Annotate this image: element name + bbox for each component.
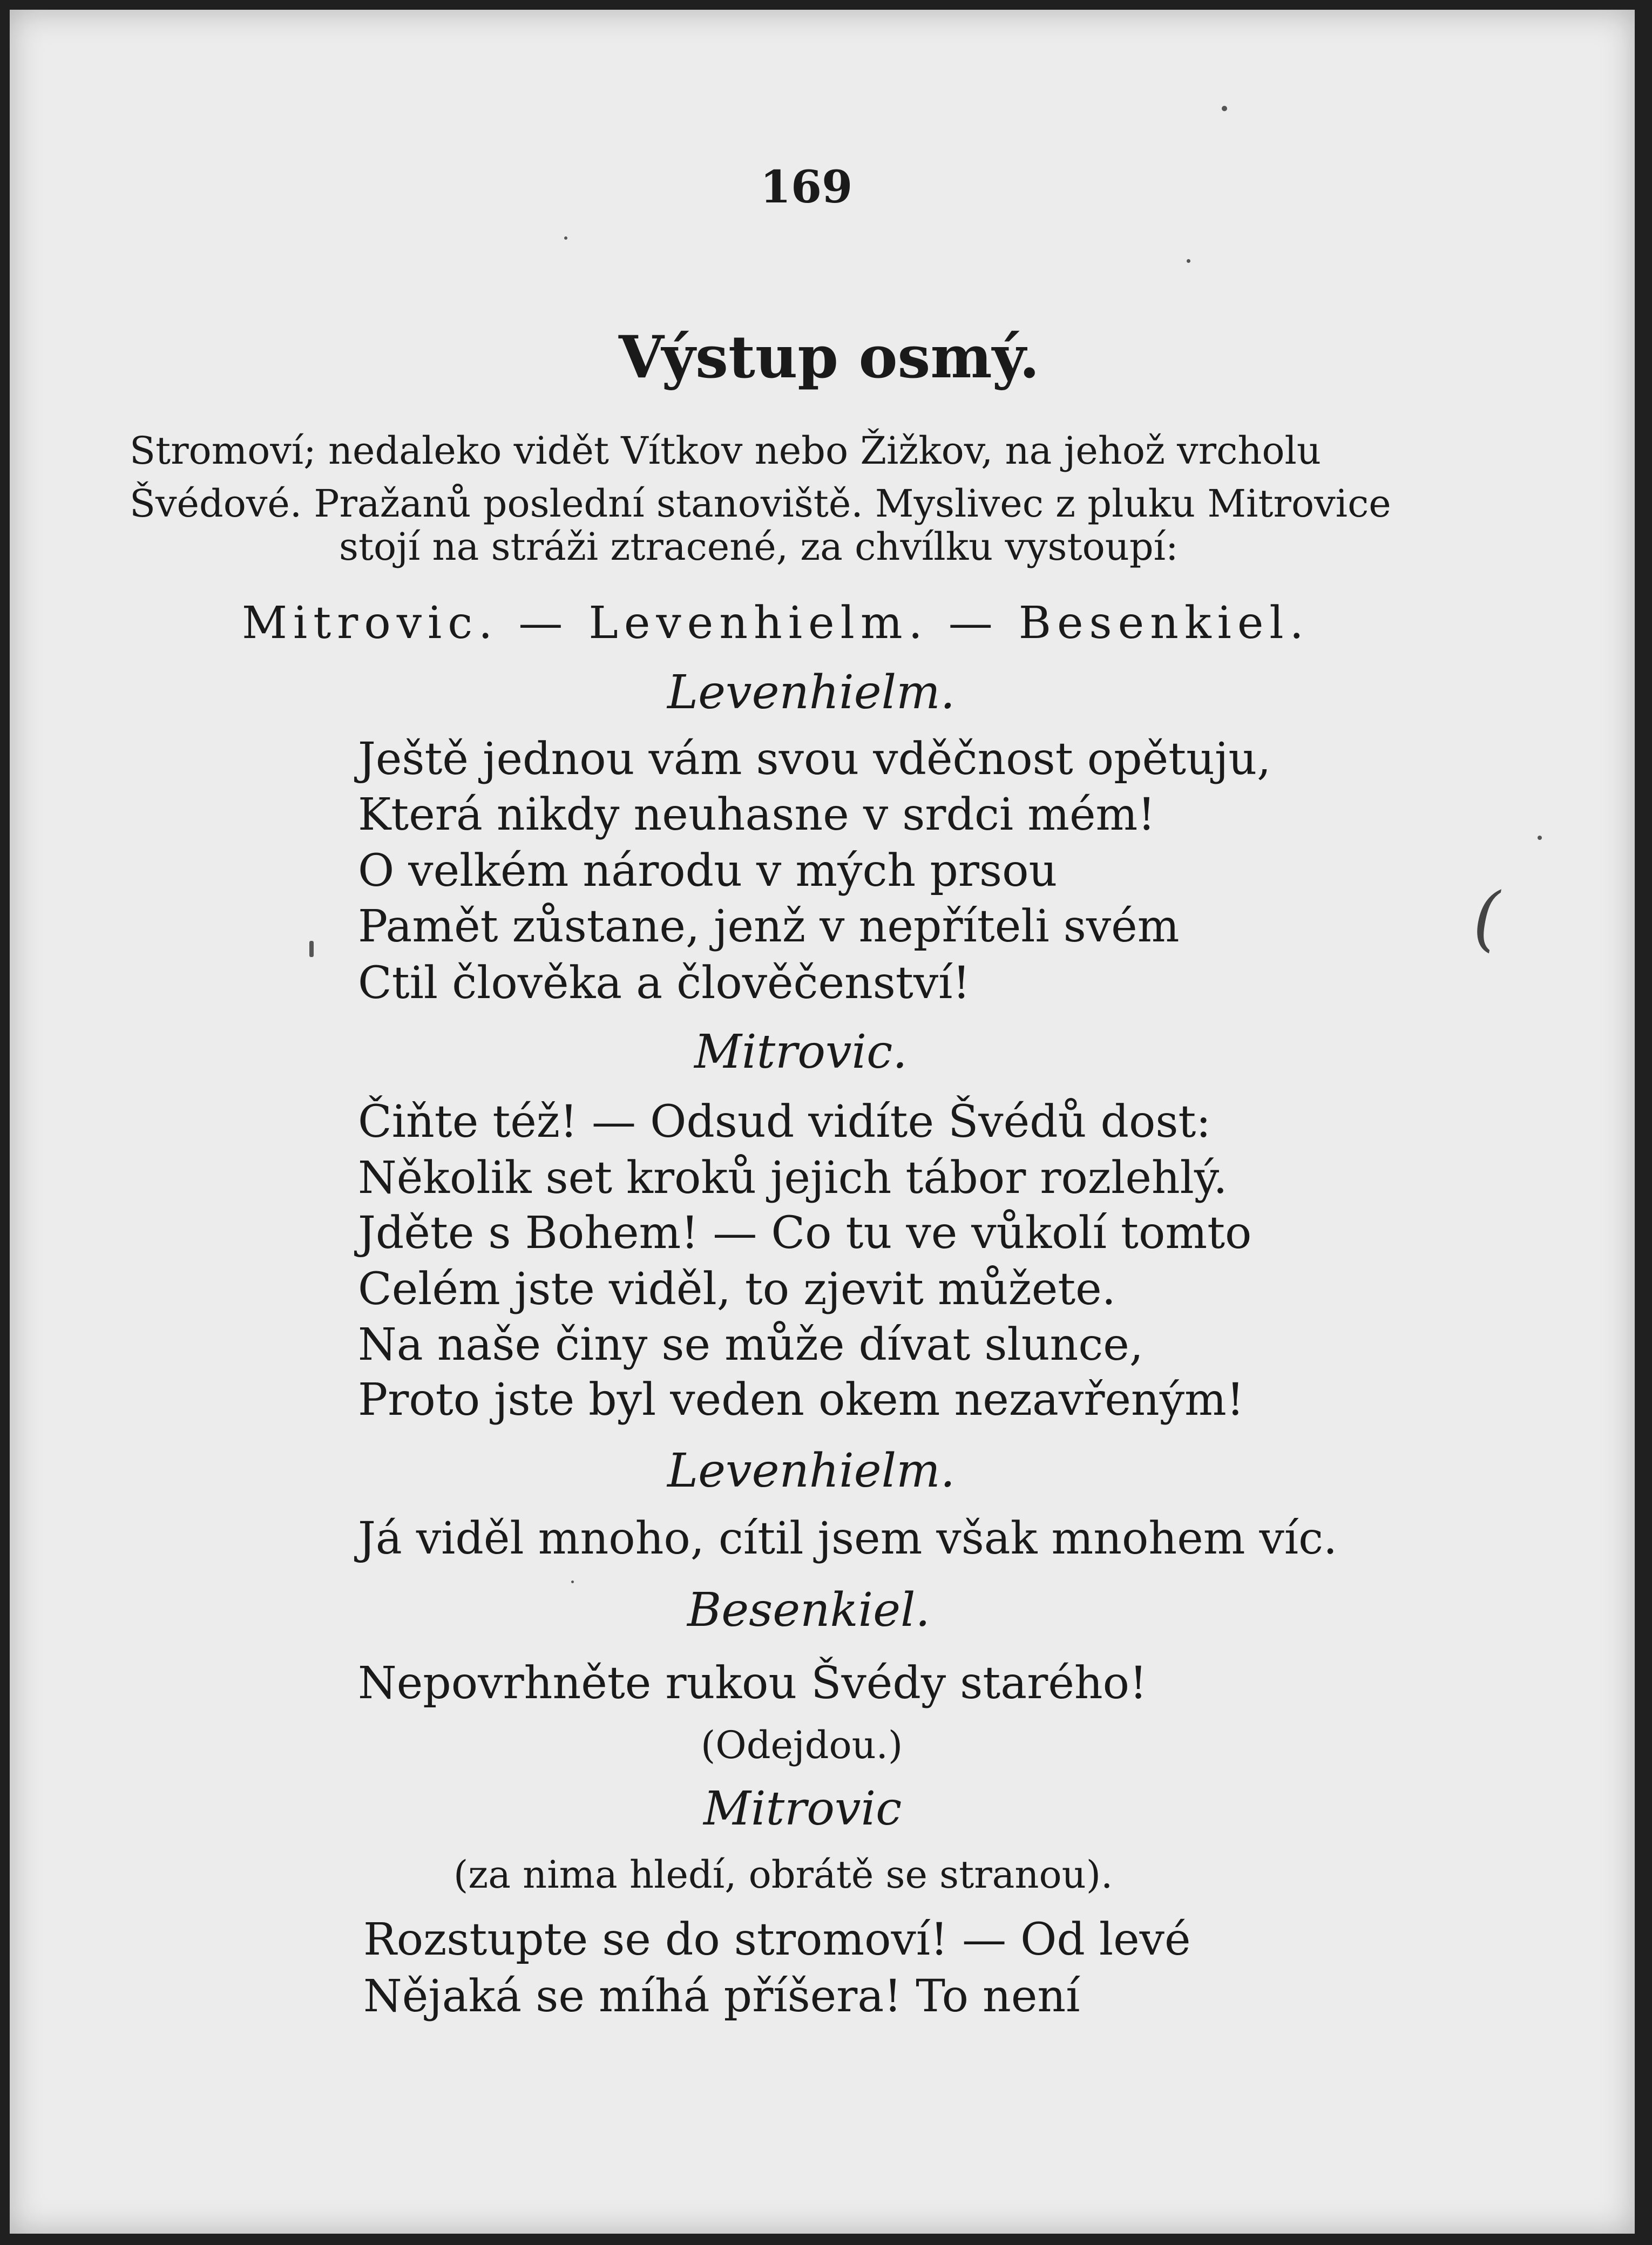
verse-line: Nepovrhněte rukou Švédy starého! [358, 1658, 1147, 1709]
verse-line: Proto jste byl veden okem nezavřeným! [358, 1374, 1244, 1426]
speaker-name: Levenhielm. [667, 1444, 956, 1498]
verse-line: Jděte s Bohem! — Co tu ve vůkolí tomto [358, 1208, 1252, 1259]
verse-line: Pamět zůstane, jenž v nepříteli svém [358, 901, 1180, 952]
verse-line: Ještě jednou vám svou vděčnost opětuju, [358, 734, 1271, 785]
stage-direction-aside: (za nima hledí, obrátě se stranou). [453, 1853, 1113, 1897]
speaker-name: Mitrovic. [694, 1025, 908, 1079]
speaker-name: Besenkiel. [687, 1583, 930, 1637]
cast-list: Mitrovic. — Levenhielm. — Besenkiel. [242, 598, 1310, 649]
scan-speck [564, 236, 567, 240]
verse-line: Celém jste viděl, to zjevit můžete. [358, 1264, 1116, 1315]
verse-line: Nějaká se míhá příšera! To není [363, 1971, 1080, 2022]
verse-line: Na naše činy se může dívat slunce, [358, 1319, 1143, 1371]
scan-speck [1187, 259, 1190, 263]
speaker-name: Levenhielm. [667, 666, 956, 720]
stage-direction-line-3: stojí na stráži ztracené, za chvílku vystoupí: [339, 525, 1179, 569]
scan-speck [1538, 836, 1542, 840]
verse-line: Já viděl mnoho, cítil jsem však mnohem víc. [358, 1513, 1338, 1564]
scan-speck [309, 941, 314, 957]
page-number: 169 [760, 161, 853, 213]
scan-speck [571, 1581, 574, 1583]
scene-title: Výstup osmý. [619, 323, 1040, 391]
verse-line: O velkém národu v mých prsou [358, 845, 1058, 897]
margin-mark: ( [1473, 877, 1500, 959]
stage-direction-line-2: Švédové. Pražanů poslední stanoviště. Myslivec z pluku Mitrovice [130, 481, 1391, 526]
book-page [10, 10, 1635, 2234]
verse-line: Která nikdy neuhasne v srdci mém! [358, 789, 1156, 840]
speaker-name: Mitrovic [703, 1782, 902, 1836]
verse-line: Několik set kroků jejich tábor rozlehlý. [358, 1152, 1228, 1204]
stage-direction-line-1: Stromoví; nedaleko vidět Vítkov nebo Žižkov, na jehož vrcholu [130, 429, 1322, 473]
verse-line: Ctil člověka a člověčenství! [358, 958, 971, 1009]
verse-line: Čiňte též! — Odsud vidíte Švédů dost: [358, 1096, 1211, 1148]
scan-speck [1222, 106, 1227, 111]
stage-direction-exit: (Odejdou.) [701, 1723, 903, 1767]
verse-line: Rozstupte se do stromoví! — Od levé [363, 1914, 1191, 1965]
